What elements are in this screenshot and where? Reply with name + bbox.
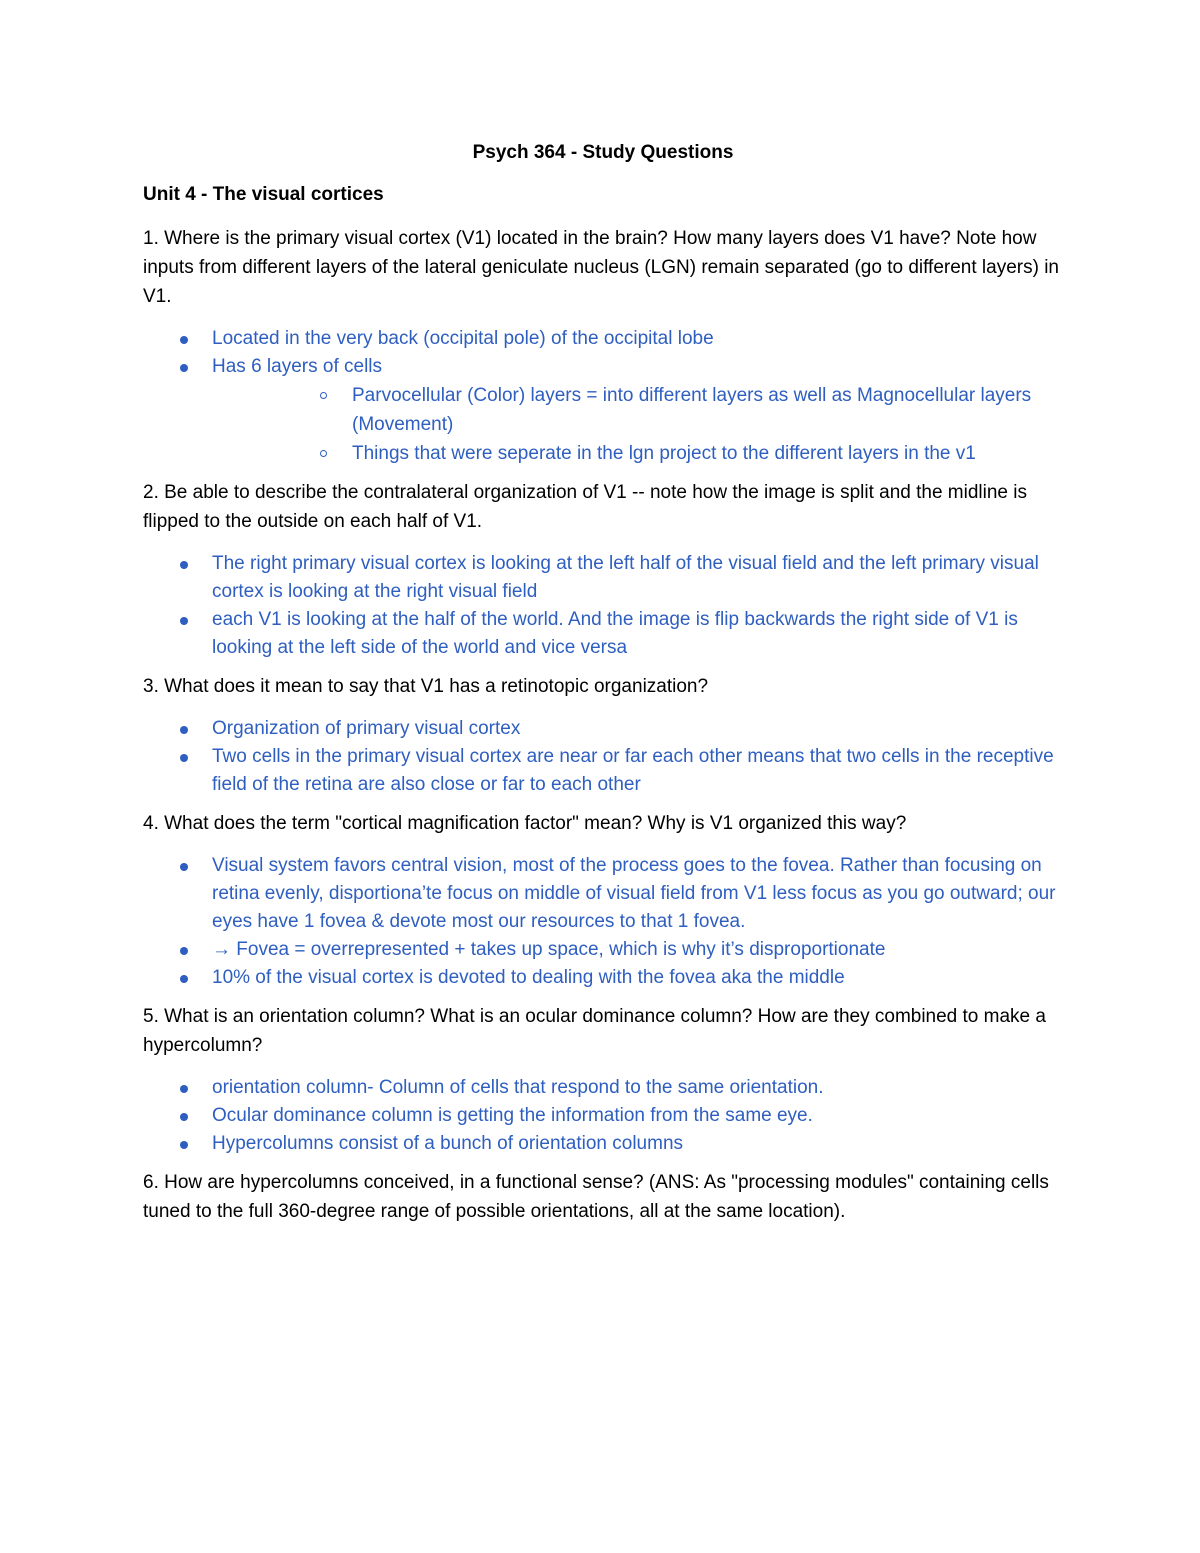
answer-text: Hypercolumns consist of a bunch of orientation columns [212,1133,684,1154]
filled-bullet-icon [180,754,188,762]
answer-text: Located in the very back (occipital pole) of the occipital lobe [212,328,714,349]
question-text: 1. Where is the primary visual cortex (V1) located in the brain? How many layers does V1 have? Note how inputs from different layers of the lateral geniculate nucleus (LGN) remain separated (go to different layers) in V1. [143,228,1059,307]
page-title: Psych 364 - Study Questions [472,142,734,163]
answer-text: → Fovea = overrepresented + takes up space, which is why it’s disproportionate [212,939,886,960]
question-text: 5. What is an orientation column? What is an ocular dominance column? How are they combined to make a hypercolumn? [143,1006,1046,1056]
answer-text: Visual system favors central vision, most of the process goes to the fovea. Rather than focusing on retina evenly, disportiona’te focus on middle of visual field from V1 less focus as you go outward; our eyes have 1 fovea & devote most our resources to that 1 fovea. [212,855,1056,932]
answer-item [143,353,1063,468]
sub-answer-list [212,381,1063,468]
filled-bullet-icon [180,975,188,983]
answer-text: Organization of primary visual cortex [212,718,521,739]
answer-item [143,550,1063,606]
hollow-bullet-icon [320,392,327,399]
answer-text: The right primary visual cortex is looking at the left half of the visual field and the left primary visual cortex is looking at the right visual field [212,553,1039,602]
answer-text: Two cells in the primary visual cortex are near or far each other means that two cells in the receptive field of the retina are also close or far to each other [212,746,1054,795]
hollow-bullet-icon [320,450,327,457]
question-text: 2. Be able to describe the contralateral organization of V1 -- note how the image is split and the midline is flipped to the outside on each half of V1. [143,482,1028,532]
answer-text: Ocular dominance column is getting the information from the same eye. [212,1105,813,1126]
filled-bullet-icon [180,1085,188,1093]
answer-item [143,852,1063,936]
answer-item [143,606,1063,662]
answer-list [143,325,1063,468]
filled-bullet-icon [180,364,188,372]
sub-answer-item [212,439,1063,468]
question-text: 3. What does it mean to say that V1 has a retinotopic organization? [143,676,709,697]
filled-bullet-icon [180,1141,188,1149]
answer-text: 10% of the visual cortex is devoted to dealing with the fovea aka the middle [212,967,845,988]
answer-text: Has 6 layers of cells [212,356,383,377]
answer-text: each V1 is looking at the half of the world. And the image is flip backwards the right side of V1 is looking at the left side of the world and vice versa [212,609,1018,658]
question-text: 4. What does the term "cortical magnification factor" mean? Why is V1 organized this way? [143,813,907,834]
filled-bullet-icon [180,336,188,344]
answer-text: orientation column- Column of cells that respond to the same orientation. [212,1077,824,1098]
question-text: 6. How are hypercolumns conceived, in a functional sense? (ANS: As "processing modules" containing cells tuned to the full 360-degree range of possible orientations, all at the same location). [143,1172,1049,1222]
sub-answer-text: Parvocellular (Color) layers = into different layers as well as Magnocellular layers (Movement) [352,385,1032,435]
filled-bullet-icon [180,561,188,569]
filled-bullet-icon [180,726,188,734]
unit-heading: Unit 4 - The visual cortices [143,184,384,205]
answer-list [143,852,1063,992]
answer-item [143,743,1063,799]
document-page [143,138,1063,1240]
filled-bullet-icon [180,1113,188,1121]
filled-bullet-icon [180,617,188,625]
sub-answer-text: Things that were seperate in the lgn project to the different layers in the v1 [352,443,976,464]
answer-item [143,325,1063,353]
sub-answer-item [212,381,1063,439]
answer-item [143,1102,1063,1130]
answer-item [143,1074,1063,1102]
filled-bullet-icon [180,863,188,871]
answer-list [143,550,1063,662]
filled-bullet-icon [180,947,188,955]
answer-item [143,964,1063,992]
answer-item [143,936,1063,964]
answer-item [143,715,1063,743]
answer-item [143,1130,1063,1158]
answer-list [143,715,1063,799]
question-list [143,224,1063,1226]
answer-list [143,1074,1063,1158]
